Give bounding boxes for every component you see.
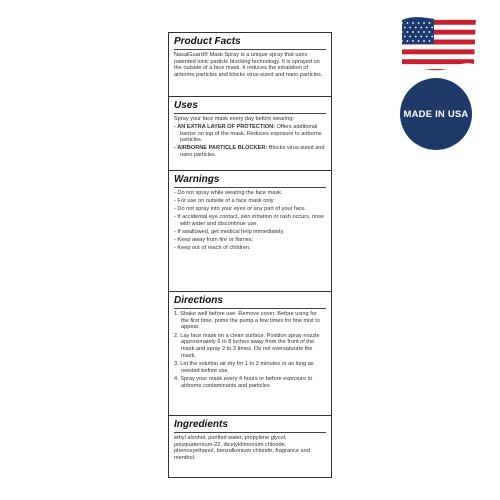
flag-star <box>429 22 431 24</box>
flag-star <box>418 40 420 42</box>
flag-star <box>431 36 433 38</box>
flag-stripe <box>398 69 478 74</box>
uses-item-text: Blocks virus-sized and nano particles. <box>180 145 325 158</box>
product-facts-title: Product Facts <box>174 36 326 50</box>
uses-intro: Spray your face mask every day before wearing: <box>174 116 295 122</box>
warning-item: - Keep out of reach of children. <box>174 245 251 252</box>
flag-star <box>423 22 425 24</box>
uses-title: Uses <box>174 100 326 114</box>
uses-item <box>174 145 326 158</box>
flag-star <box>404 36 406 38</box>
uses-item-label: - AIRBORNE PARTICLE BLOCKER: <box>174 145 268 152</box>
uses-item-label: - AN EXTRA LAYER OF PROTECTION: <box>174 124 276 131</box>
flag-star <box>412 22 414 24</box>
ingredients-text: ethyl alcohol, purified water, propylene glycol, polyquaternium-22, dicetyldimonium chloride, phenoxyethanol, benzalkonium chloride, fragrance and menthol. <box>174 435 310 461</box>
warning-item: - For use on outside of a face mask only. <box>174 198 275 205</box>
uses-item <box>174 124 326 144</box>
directions-title: Directions <box>174 295 326 309</box>
flag-star <box>409 36 411 38</box>
flag-star <box>418 22 420 24</box>
direction-step: 1. Shake well before use. Remove cover. Before using for the first time, prime the pump a few times for fine mist to appear. <box>174 311 320 331</box>
direction-step: 2. Lay face mask on a clean surface. Position spray nozzle approximately 6 to 8 inches away from the front of the mask and spray 2 to 3 times. Do not oversaturate the mask. <box>174 332 320 359</box>
uses-section <box>169 97 331 171</box>
warning-item: - Do not spray into your eyes or any part of your face. <box>174 206 307 213</box>
warning-item: - If swallowed, get medical help immediately. <box>174 228 285 235</box>
warnings-section <box>169 171 331 292</box>
warning-item: - Do not spray while wearing the face mask. <box>174 190 283 196</box>
flag-star <box>412 40 414 42</box>
flag-star <box>426 27 428 29</box>
flag-star <box>426 36 428 38</box>
us-flag-icon <box>398 10 478 74</box>
flag-star <box>412 31 414 33</box>
flag-star <box>407 31 409 33</box>
us-flag-graphic <box>398 10 478 74</box>
flag-star <box>418 31 420 33</box>
flag-star <box>415 36 417 38</box>
product-facts-text: NasalGuard® Mask Spray is a unique spray that uses patented ionic particle blocking technology. It is sprayed on the outside of a face mask. It reduces the inhalation of airborne particles and blocks virus-sized and nano particles. <box>174 52 323 78</box>
ingredients-section <box>169 416 331 476</box>
flag-star <box>429 40 431 42</box>
warnings-title: Warnings <box>174 174 326 188</box>
uses-item-text: Offers additional barrier on top of the mask. Reduces exposure to airborne particles. <box>180 124 322 144</box>
product-facts-section <box>169 33 331 97</box>
flag-star <box>409 27 411 29</box>
flag-stripe <box>398 59 478 64</box>
flag-star <box>423 31 425 33</box>
flag-star <box>404 27 406 29</box>
ingredients-title: Ingredients <box>174 419 326 433</box>
warning-item: - Keep away from fire or flames. <box>174 237 254 244</box>
flag-star <box>423 40 425 42</box>
flag-star <box>429 31 431 33</box>
direction-step: 3. Let the solution air dry for 1 to 2 minutes or as long as needed before use. <box>174 361 314 374</box>
flag-stripe <box>398 10 478 15</box>
flag-star <box>420 36 422 38</box>
warning-item: - If accidental eye contact, skin irritation or rash occurs, rinse with water and discontinue use. <box>174 214 325 227</box>
flag-star <box>431 27 433 29</box>
flag-star <box>415 27 417 29</box>
flag-star <box>420 27 422 29</box>
made-in-usa-text: MADE IN USA <box>403 108 469 120</box>
direction-step: 4. Spray your mask every 4 hours or before exposure to airborne contaminants and particles. <box>174 376 313 389</box>
flag-stripe <box>398 49 478 54</box>
flag-star <box>401 22 403 24</box>
made-in-usa-badge <box>400 78 472 150</box>
directions-section <box>169 292 331 416</box>
flag-star <box>401 40 403 42</box>
product-label-panel <box>168 32 332 478</box>
flag-star <box>407 40 409 42</box>
flag-star <box>401 31 403 33</box>
flag-star <box>407 22 409 24</box>
